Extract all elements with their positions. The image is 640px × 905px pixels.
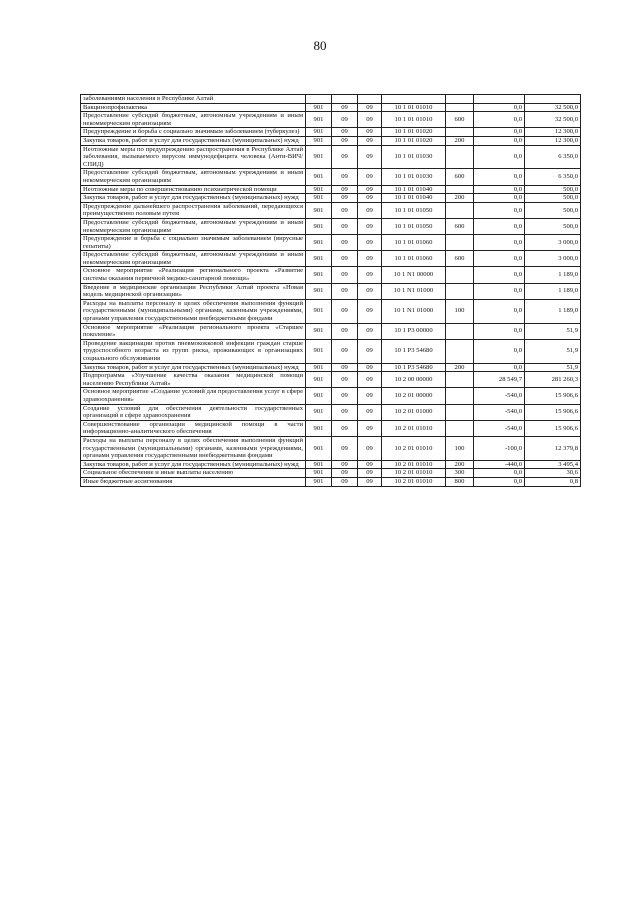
total-amount: 32 500,0 xyxy=(525,112,581,128)
change-amount: 0,0 xyxy=(474,235,525,251)
expense-type-code xyxy=(446,145,474,169)
total-amount: 15 906,6 xyxy=(525,388,581,404)
section-code: 09 xyxy=(332,169,358,185)
change-amount: 0,0 xyxy=(474,469,525,478)
total-amount: 500,0 xyxy=(525,194,581,203)
expense-type-code xyxy=(446,95,474,104)
admin-code: 901 xyxy=(306,169,332,185)
subsection-code: 09 xyxy=(358,388,382,404)
change-amount: 0,0 xyxy=(474,283,525,299)
table-row xyxy=(81,299,581,323)
change-amount: -540,0 xyxy=(474,404,525,420)
target-item-code: 10 1 01 01050 xyxy=(382,202,446,218)
subsection-code: 09 xyxy=(358,169,382,185)
total-amount: 0,8 xyxy=(525,477,581,486)
expense-type-code: 600 xyxy=(446,112,474,128)
section-code: 09 xyxy=(332,185,358,194)
total-amount: 12 300,0 xyxy=(525,136,581,145)
table-row xyxy=(81,420,581,436)
expense-type-code: 600 xyxy=(446,251,474,267)
expense-name: Закупка товаров, работ и услуг для государственных (муниципальных) нужд xyxy=(81,194,306,203)
total-amount: 1 189,0 xyxy=(525,299,581,323)
change-amount: 0,0 xyxy=(474,323,525,339)
total-amount: 1 189,0 xyxy=(525,267,581,283)
target-item-code: 10 2 01 01000 xyxy=(382,404,446,420)
total-amount: 1 189,0 xyxy=(525,283,581,299)
expense-name: Проведение вакцинации против пневмококковой инфекции граждан старше трудоспособного возраста из групп риска, проживающих в организациях социального обслуживания xyxy=(81,339,306,363)
table-row xyxy=(81,103,581,112)
expense-type-code xyxy=(446,372,474,388)
target-item-code: 10 1 01 01050 xyxy=(382,218,446,234)
section-code: 09 xyxy=(332,477,358,486)
expense-type-code xyxy=(446,388,474,404)
admin-code: 901 xyxy=(306,339,332,363)
table-row xyxy=(81,235,581,251)
total-amount: 500,0 xyxy=(525,185,581,194)
budget-table xyxy=(80,94,581,487)
expense-name: Подпрограмма «Улучшение качества оказания медицинской помощи населению Республики Алтай» xyxy=(81,372,306,388)
total-amount: 6 350,0 xyxy=(525,145,581,169)
budget-table-body xyxy=(81,95,581,487)
subsection-code: 09 xyxy=(358,460,382,469)
section-code: 09 xyxy=(332,136,358,145)
target-item-code: 10 1 01 01020 xyxy=(382,128,446,137)
section-code: 09 xyxy=(332,469,358,478)
admin-code: 901 xyxy=(306,469,332,478)
target-item-code xyxy=(382,95,446,104)
target-item-code: 10 1 01 01030 xyxy=(382,145,446,169)
total-amount: 3 495,4 xyxy=(525,460,581,469)
section-code: 09 xyxy=(332,128,358,137)
total-amount xyxy=(525,95,581,104)
expense-name: Социальное обеспечение и иные выплаты населению xyxy=(81,469,306,478)
total-amount: 12 379,8 xyxy=(525,436,581,460)
change-amount: -540,0 xyxy=(474,420,525,436)
table-row xyxy=(81,323,581,339)
target-item-code: 10 1 01 01030 xyxy=(382,169,446,185)
section-code: 09 xyxy=(332,323,358,339)
target-item-code: 10 2 01 01010 xyxy=(382,469,446,478)
expense-type-code: 600 xyxy=(446,169,474,185)
table-row xyxy=(81,169,581,185)
table-row xyxy=(81,436,581,460)
change-amount: 0,0 xyxy=(474,112,525,128)
change-amount: 28 549,7 xyxy=(474,372,525,388)
expense-type-code xyxy=(446,283,474,299)
change-amount: 0,0 xyxy=(474,202,525,218)
section-code: 09 xyxy=(332,112,358,128)
expense-type-code xyxy=(446,128,474,137)
change-amount: 0,0 xyxy=(474,169,525,185)
expense-type-code xyxy=(446,202,474,218)
target-item-code: 10 1 01 01020 xyxy=(382,136,446,145)
expense-name: Расходы на выплаты персоналу в целях обеспечения выполнения функций государственными (муниципальными) органами, казенными учреждениями, органами управления государственными внебюджетными фондами xyxy=(81,299,306,323)
table-row xyxy=(81,339,581,363)
admin-code: 901 xyxy=(306,251,332,267)
table-row xyxy=(81,145,581,169)
target-item-code: 10 1 01 01010 xyxy=(382,112,446,128)
change-amount: 0,0 xyxy=(474,477,525,486)
expense-type-code xyxy=(446,323,474,339)
expense-name: Закупка товаров, работ и услуг для государственных (муниципальных) нужд xyxy=(81,363,306,372)
subsection-code xyxy=(358,95,382,104)
target-item-code: 10 1 P3 54680 xyxy=(382,363,446,372)
admin-code: 901 xyxy=(306,218,332,234)
section-code: 09 xyxy=(332,420,358,436)
expense-name: Иные бюджетные ассигнования xyxy=(81,477,306,486)
change-amount: 0,0 xyxy=(474,103,525,112)
table-row xyxy=(81,136,581,145)
section-code: 09 xyxy=(332,251,358,267)
expense-name: Закупка товаров, работ и услуг для государственных (муниципальных) нужд xyxy=(81,136,306,145)
change-amount: 0,0 xyxy=(474,339,525,363)
table-row xyxy=(81,185,581,194)
target-item-code: 10 2 01 01010 xyxy=(382,477,446,486)
expense-type-code: 200 xyxy=(446,363,474,372)
total-amount: 51,9 xyxy=(525,323,581,339)
change-amount: -100,0 xyxy=(474,436,525,460)
expense-name: Вакцинопрофилактика xyxy=(81,103,306,112)
admin-code: 901 xyxy=(306,185,332,194)
table-row xyxy=(81,283,581,299)
expense-type-code xyxy=(446,339,474,363)
expense-name: Предупреждение и борьба с социально значимым заболеванием (туберкулез) xyxy=(81,128,306,137)
expense-name: Предупреждение дальнейшего распространения заболеваний, передающихся преимущественно половым путем xyxy=(81,202,306,218)
change-amount: 0,0 xyxy=(474,145,525,169)
subsection-code: 09 xyxy=(358,218,382,234)
expense-name: Основное мероприятие «Создание условий для предоставления услуг в сфере здравоохранения» xyxy=(81,388,306,404)
expense-type-code: 600 xyxy=(446,218,474,234)
section-code: 09 xyxy=(332,339,358,363)
admin-code xyxy=(306,95,332,104)
subsection-code: 09 xyxy=(358,363,382,372)
target-item-code: 10 2 01 01010 xyxy=(382,436,446,460)
total-amount: 3 000,0 xyxy=(525,235,581,251)
target-item-code: 10 2 01 01010 xyxy=(382,460,446,469)
table-row xyxy=(81,460,581,469)
section-code: 09 xyxy=(332,283,358,299)
section-code: 09 xyxy=(332,363,358,372)
expense-name: Предоставление субсидий бюджетным, автономным учреждениям и иным некоммерческим организациям xyxy=(81,169,306,185)
admin-code: 901 xyxy=(306,103,332,112)
subsection-code: 09 xyxy=(358,235,382,251)
table-row xyxy=(81,469,581,478)
expense-name: Неотложные меры по совершенствованию психиатрической помощи xyxy=(81,185,306,194)
admin-code: 901 xyxy=(306,420,332,436)
expense-name: Предупреждение и борьба с социально значимым заболеванием (вирусные гепатиты) xyxy=(81,235,306,251)
expense-name: Расходы на выплаты персоналу в целях обеспечения выполнения функций государственными (муниципальными) органами, казенными учреждениями, органами управления государственными внебюджетными фондами xyxy=(81,436,306,460)
target-item-code: 10 1 01 01060 xyxy=(382,235,446,251)
change-amount: -440,0 xyxy=(474,460,525,469)
subsection-code: 09 xyxy=(358,136,382,145)
section-code xyxy=(332,95,358,104)
admin-code: 901 xyxy=(306,194,332,203)
admin-code: 901 xyxy=(306,112,332,128)
section-code: 09 xyxy=(332,372,358,388)
table-row xyxy=(81,128,581,137)
change-amount: -540,0 xyxy=(474,388,525,404)
total-amount: 500,0 xyxy=(525,218,581,234)
admin-code: 901 xyxy=(306,267,332,283)
change-amount: 0,0 xyxy=(474,194,525,203)
expense-type-code: 200 xyxy=(446,460,474,469)
expense-name: заболеваниями населения в Республике Алтай xyxy=(81,95,306,104)
expense-name: Предоставление субсидий бюджетным, автономным учреждениям и иным некоммерческим организациям xyxy=(81,218,306,234)
change-amount: 0,0 xyxy=(474,251,525,267)
subsection-code: 09 xyxy=(358,194,382,203)
section-code: 09 xyxy=(332,267,358,283)
table-row xyxy=(81,404,581,420)
section-code: 09 xyxy=(332,388,358,404)
target-item-code: 10 1 N1 01000 xyxy=(382,283,446,299)
total-amount: 30,6 xyxy=(525,469,581,478)
target-item-code: 10 2 01 01010 xyxy=(382,420,446,436)
expense-type-code: 300 xyxy=(446,469,474,478)
change-amount: 0,0 xyxy=(474,218,525,234)
admin-code: 901 xyxy=(306,436,332,460)
admin-code: 901 xyxy=(306,323,332,339)
section-code: 09 xyxy=(332,218,358,234)
table-row xyxy=(81,372,581,388)
admin-code: 901 xyxy=(306,145,332,169)
admin-code: 901 xyxy=(306,299,332,323)
admin-code: 901 xyxy=(306,363,332,372)
subsection-code: 09 xyxy=(358,267,382,283)
subsection-code: 09 xyxy=(358,145,382,169)
total-amount: 32 500,0 xyxy=(525,103,581,112)
expense-name: Основное мероприятие «Реализация регионального проекта «Старшее поколение» xyxy=(81,323,306,339)
change-amount xyxy=(474,95,525,104)
subsection-code: 09 xyxy=(358,339,382,363)
subsection-code: 09 xyxy=(358,128,382,137)
section-code: 09 xyxy=(332,202,358,218)
expense-type-code: 100 xyxy=(446,436,474,460)
subsection-code: 09 xyxy=(358,404,382,420)
target-item-code: 10 1 01 01010 xyxy=(382,103,446,112)
expense-type-code xyxy=(446,267,474,283)
admin-code: 901 xyxy=(306,477,332,486)
subsection-code: 09 xyxy=(358,469,382,478)
section-code: 09 xyxy=(332,436,358,460)
expense-name: Предоставление субсидий бюджетным, автономным учреждениям и иным некоммерческим организациям xyxy=(81,251,306,267)
expense-type-code xyxy=(446,404,474,420)
admin-code: 901 xyxy=(306,388,332,404)
total-amount: 500,0 xyxy=(525,202,581,218)
expense-type-code: 800 xyxy=(446,477,474,486)
admin-code: 901 xyxy=(306,136,332,145)
subsection-code: 09 xyxy=(358,372,382,388)
target-item-code: 10 2 01 00000 xyxy=(382,388,446,404)
expense-type-code: 200 xyxy=(446,194,474,203)
target-item-code: 10 1 P3 00000 xyxy=(382,323,446,339)
change-amount: 0,0 xyxy=(474,267,525,283)
admin-code: 901 xyxy=(306,283,332,299)
page-number: 80 xyxy=(313,38,327,53)
admin-code: 901 xyxy=(306,460,332,469)
admin-code: 901 xyxy=(306,202,332,218)
subsection-code: 09 xyxy=(358,251,382,267)
table-row xyxy=(81,267,581,283)
subsection-code: 09 xyxy=(358,185,382,194)
target-item-code: 10 1 01 01040 xyxy=(382,185,446,194)
subsection-code: 09 xyxy=(358,202,382,218)
table-row xyxy=(81,218,581,234)
expense-name: Предоставление субсидий бюджетным, автономным учреждениям и иным некоммерческим организациям xyxy=(81,112,306,128)
table-row xyxy=(81,363,581,372)
table-row xyxy=(81,112,581,128)
subsection-code: 09 xyxy=(358,436,382,460)
section-code: 09 xyxy=(332,299,358,323)
change-amount: 0,0 xyxy=(474,185,525,194)
total-amount: 12 300,0 xyxy=(525,128,581,137)
total-amount: 3 000,0 xyxy=(525,251,581,267)
expense-name: Создание условий для обеспечения деятельности государственных организаций в сфере здравоохранения xyxy=(81,404,306,420)
total-amount: 51,9 xyxy=(525,339,581,363)
change-amount: 0,0 xyxy=(474,128,525,137)
section-code: 09 xyxy=(332,194,358,203)
section-code: 09 xyxy=(332,404,358,420)
expense-type-code: 100 xyxy=(446,299,474,323)
admin-code: 901 xyxy=(306,372,332,388)
section-code: 09 xyxy=(332,145,358,169)
subsection-code: 09 xyxy=(358,299,382,323)
admin-code: 901 xyxy=(306,128,332,137)
admin-code: 901 xyxy=(306,404,332,420)
expense-name: Основное мероприятие «Реализация регионального проекта «Развитие системы оказания первичной медико-санитарной помощи» xyxy=(81,267,306,283)
expense-name: Закупка товаров, работ и услуг для государственных (муниципальных) нужд xyxy=(81,460,306,469)
table-row xyxy=(81,477,581,486)
section-code: 09 xyxy=(332,460,358,469)
table-row xyxy=(81,95,581,104)
target-item-code: 10 1 01 01060 xyxy=(382,251,446,267)
total-amount: 15 906,6 xyxy=(525,404,581,420)
expense-type-code xyxy=(446,185,474,194)
subsection-code: 09 xyxy=(358,477,382,486)
section-code: 09 xyxy=(332,235,358,251)
table-row xyxy=(81,251,581,267)
subsection-code: 09 xyxy=(358,323,382,339)
expense-name: Неотложные меры по предупреждению распространения в Республике Алтай заболевания, вызываемого вирусом иммунодефицита человека (Анти-ВИЧ/СПИД) xyxy=(81,145,306,169)
expense-name: Совершенствование организации медицинской помощи в части информационно-аналитического обеспечения xyxy=(81,420,306,436)
total-amount: 6 350,0 xyxy=(525,169,581,185)
admin-code: 901 xyxy=(306,235,332,251)
subsection-code: 09 xyxy=(358,103,382,112)
expense-type-code xyxy=(446,235,474,251)
change-amount: 0,0 xyxy=(474,299,525,323)
target-item-code: 10 2 00 00000 xyxy=(382,372,446,388)
expense-type-code xyxy=(446,420,474,436)
expense-name: Введение в медицинские организации Республики Алтай проекта «Новая модель медицинской организации» xyxy=(81,283,306,299)
total-amount: 281 260,3 xyxy=(525,372,581,388)
total-amount: 15 906,6 xyxy=(525,420,581,436)
subsection-code: 09 xyxy=(358,420,382,436)
change-amount: 0,0 xyxy=(474,363,525,372)
expense-type-code: 200 xyxy=(446,136,474,145)
expense-type-code xyxy=(446,103,474,112)
target-item-code: 10 1 N1 00000 xyxy=(382,267,446,283)
target-item-code: 10 1 N1 01000 xyxy=(382,299,446,323)
target-item-code: 10 1 01 01040 xyxy=(382,194,446,203)
total-amount: 51,9 xyxy=(525,363,581,372)
subsection-code: 09 xyxy=(358,283,382,299)
table-row xyxy=(81,388,581,404)
table-row xyxy=(81,194,581,203)
table-row xyxy=(81,202,581,218)
target-item-code: 10 1 P3 54680 xyxy=(382,339,446,363)
section-code: 09 xyxy=(332,103,358,112)
subsection-code: 09 xyxy=(358,112,382,128)
change-amount: 0,0 xyxy=(474,136,525,145)
